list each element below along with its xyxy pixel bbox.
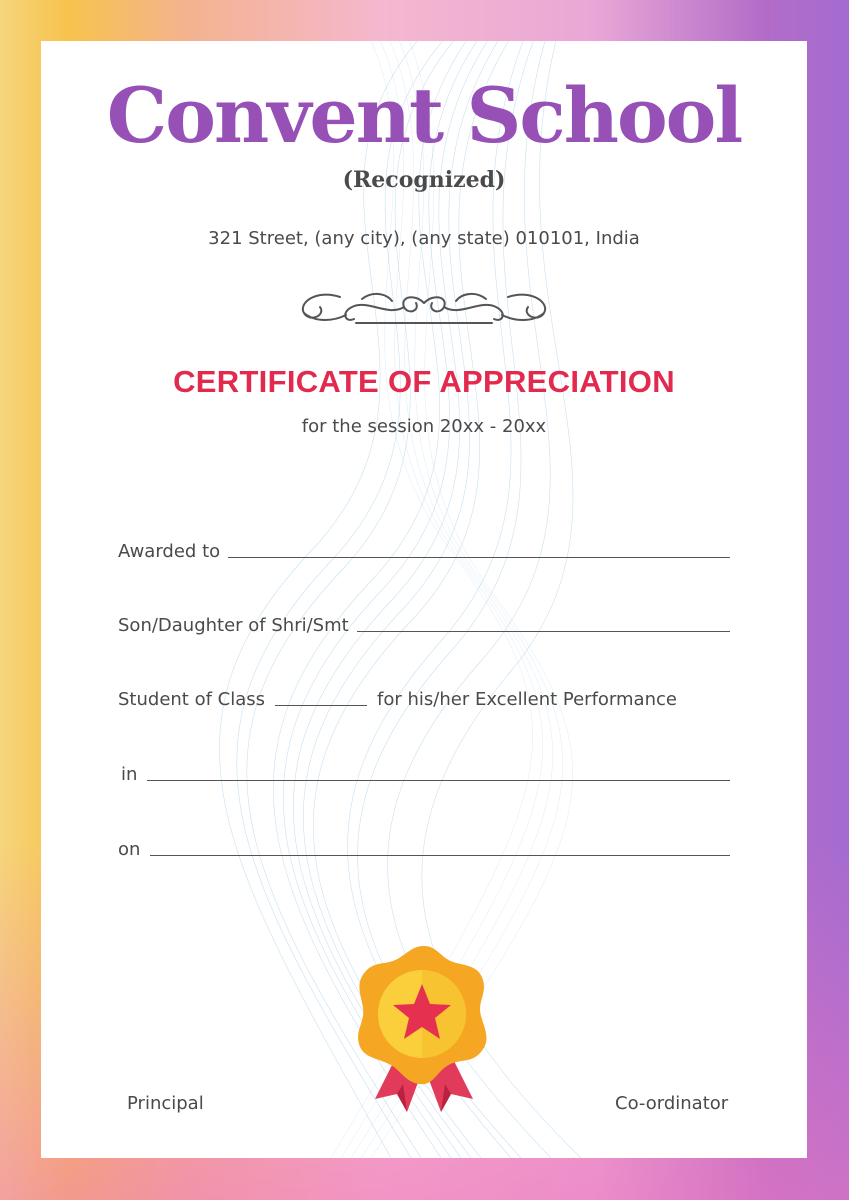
session-text: for the session 20xx - 20xx [301, 416, 547, 437]
class-field [118, 680, 730, 710]
coordinator-signature-label: Co-ordinator [615, 1093, 729, 1114]
parent-line [357, 630, 730, 632]
on-field [118, 830, 730, 860]
school-address: 321 Street, (any city), (any state) 010101, India [208, 228, 640, 249]
principal-signature-label: Principal [127, 1093, 204, 1114]
class-line [275, 704, 367, 706]
certificate-card [41, 41, 807, 1158]
parent-field [118, 606, 730, 636]
medal-badge-icon [355, 944, 493, 1112]
in-field [121, 755, 730, 785]
in-line [147, 779, 730, 781]
certificate-title: CERTIFICATE OF APPRECIATION [173, 364, 675, 399]
parent-label: Son/Daughter of Shri/Smt [118, 615, 349, 636]
on-label: on [118, 839, 141, 860]
awarded-to-line [228, 556, 730, 558]
in-label: in [121, 764, 138, 785]
on-line [150, 854, 730, 856]
school-status: (Recognized) [342, 167, 506, 193]
school-name: Convent School [106, 71, 742, 160]
certificate-content [41, 41, 807, 1158]
awarded-to-field [118, 532, 730, 562]
class-label: Student of Class [118, 689, 266, 710]
flourish-divider-icon [296, 289, 552, 329]
awarded-to-label: Awarded to [118, 541, 221, 562]
performance-label: for his/her Excellent Performance [377, 689, 677, 710]
